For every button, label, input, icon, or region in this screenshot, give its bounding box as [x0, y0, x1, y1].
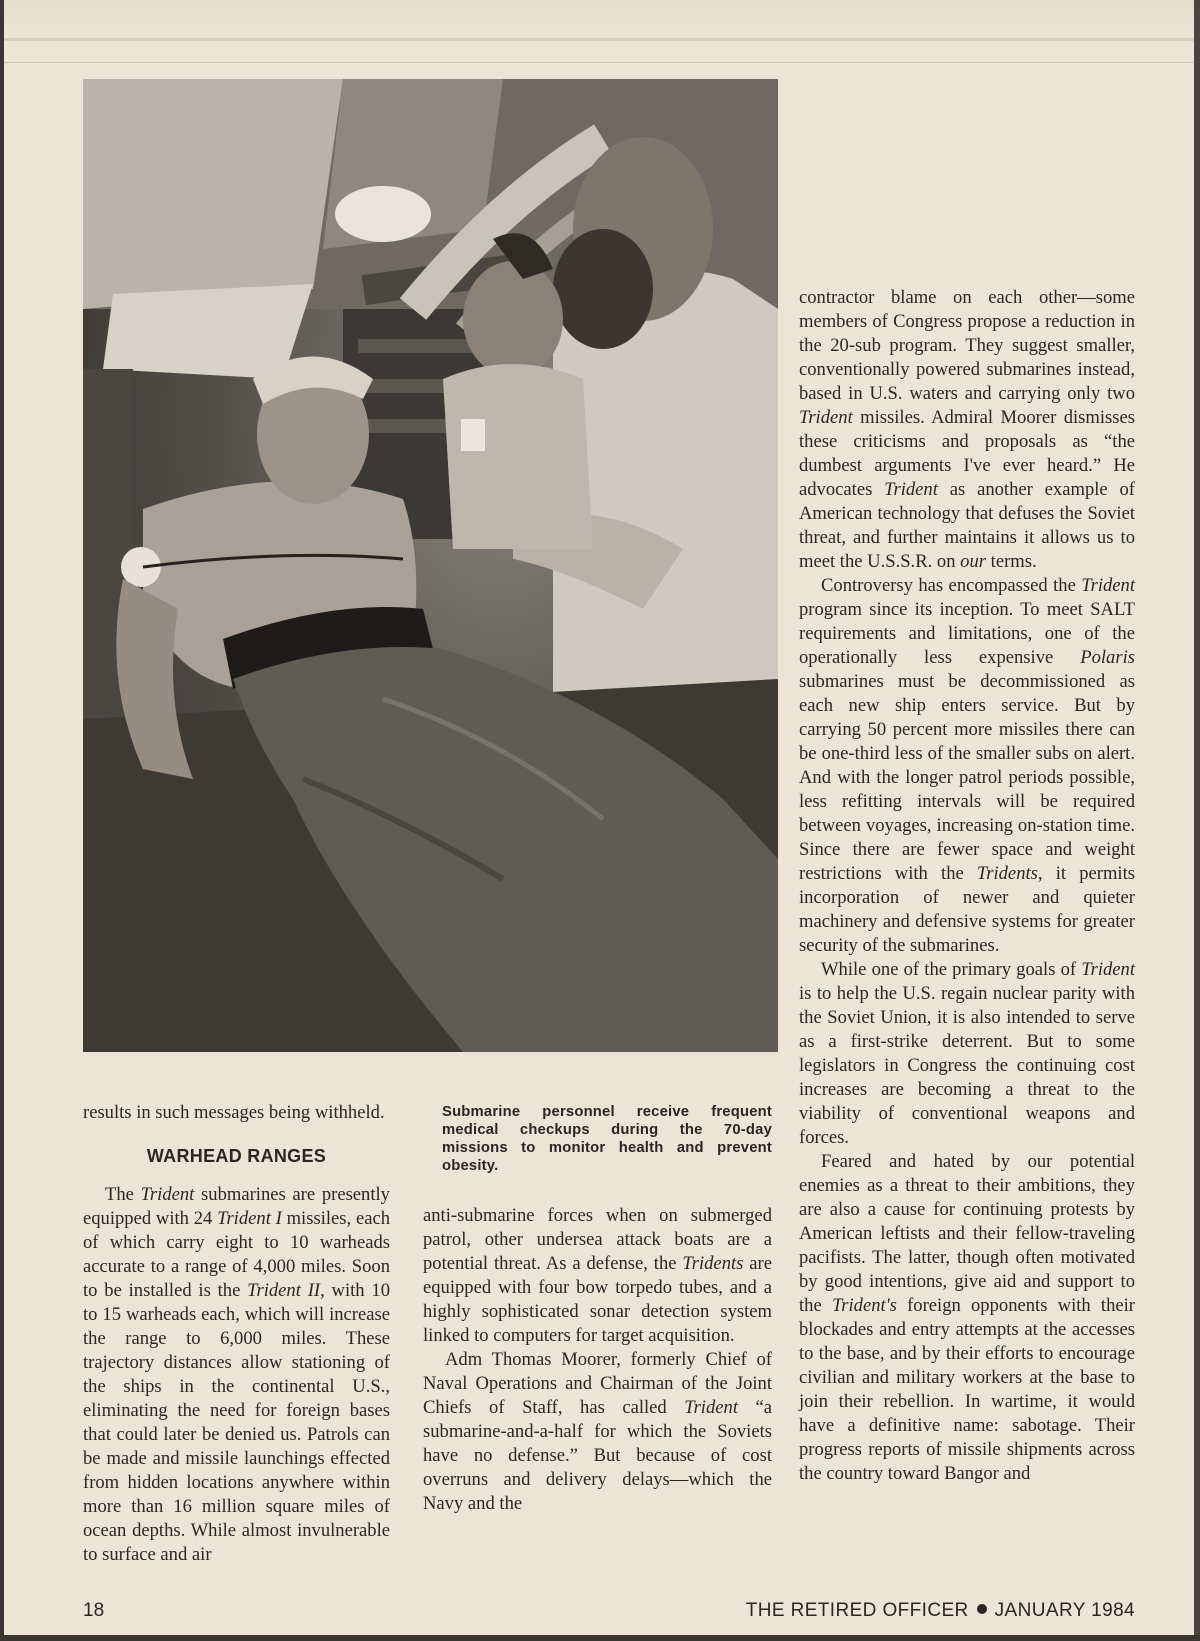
bottom-scan-edge	[0, 1635, 1200, 1641]
italic-run: Trident I	[217, 1208, 282, 1229]
italic-run: Trident	[684, 1397, 738, 1418]
text-run: as another example of American technology that defuses the Soviet threat, and further maintains it allows us to meet the U.S.S.R. on	[799, 479, 1135, 572]
text-run: , with 10 to 15 warheads each, which will increase the range to 6,000 miles. These trajectory distances allow stationing of the ships in the continental U.S., eliminating the need for foreign bases that could later be denied us. Patrols can be made and missile launchings effected from hidden locations anywhere within more than 16 million square miles of ocean depths. While almost invulnerable to surface and air	[83, 1280, 390, 1565]
paragraph-continued	[799, 286, 1135, 574]
bullet-icon	[977, 1604, 987, 1614]
paragraph	[423, 1348, 772, 1516]
photo-illustration	[83, 79, 778, 1052]
text-run: The	[105, 1184, 141, 1205]
page-number: 18	[83, 1600, 105, 1621]
italic-run: Trident	[140, 1184, 195, 1205]
text-run: missiles. Admiral Moorer dismisses these criticisms and proposals as “the dumbest arguments I've ever heard.” He advocates	[799, 407, 1135, 500]
paragraph	[799, 574, 1135, 958]
italic-run: Trident's	[831, 1295, 897, 1316]
text-run: Feared and hated by our potential enemies as a threat to their ambitions, they are also a cause for continuing protests by American leftists and their fellow-traveling pacifists. The latter, though often motivated by good intentions, give aid and support to the	[799, 1151, 1135, 1316]
text-run: is to help the U.S. regain nuclear parity with the Soviet Union, it is also intended to serve as a first-strike deterrent. But to some legislators in Congress the continuing cost increases are becoming a threat to the viability of conventional weapons and forces.	[799, 983, 1135, 1148]
text-run: are equipped with four bow torpedo tubes, and a highly sophisticated sonar detection system linked to computers for target acquisition.	[423, 1253, 772, 1346]
magazine-title: THE RETIRED OFFICER	[745, 1600, 969, 1621]
running-footer	[746, 1600, 1135, 1622]
text-run: contractor blame on each other—some members of Congress propose a reduction in the 20-sub program. They suggest smaller, conventionally powered submarines instead, based in U.S. waters and carrying only two	[799, 287, 1135, 404]
article-column-2	[423, 1204, 772, 1516]
medical-checkup-photo	[83, 79, 778, 1052]
top-rule	[0, 0, 1200, 63]
text-run: foreign opponents with their blockades and entry attempts at the accesses to the base, and by their efforts to encourage civilian and military workers at the base to join their rebellion. In wartime, it would have a definitive name: sabotage. Their progress reports of missile shipments across the country toward Bangor and	[799, 1295, 1135, 1484]
italic-run: Trident II	[247, 1280, 321, 1301]
paragraph-continued	[423, 1204, 772, 1348]
issue-date: JANUARY 1984	[994, 1600, 1135, 1621]
paragraph	[799, 1150, 1135, 1486]
text-run: submarines are presently equipped with 24	[83, 1184, 390, 1229]
article-column-3	[799, 286, 1135, 1486]
paragraph	[799, 958, 1135, 1150]
text-run: program since its inception. To meet SALT requirements and limitations, one of the operationally less expensive	[799, 599, 1135, 668]
article-column-1	[83, 1101, 390, 1567]
italic-run: Trident	[1081, 575, 1135, 596]
text-run: terms.	[986, 551, 1037, 572]
text-run: While one of the primary goals of	[821, 959, 1082, 980]
text-run: Controversy has encompassed the	[821, 575, 1082, 596]
text-run: “a submarine-and-a-half for which the Soviets have no defense.” But because of cost overruns and delivery delays—which the Navy and the	[423, 1397, 773, 1514]
text-run: missiles, each of which carry eight to 10 warheads accurate to a range of 4,000 miles. Soon to be installed is the	[83, 1208, 390, 1301]
right-scan-edge	[1194, 0, 1200, 1641]
italic-run: Tridents	[682, 1253, 744, 1274]
italic-run: Trident	[799, 407, 853, 428]
text-run: Adm Thomas Moorer, formerly Chief of Naval Operations and Chairman of the Joint Chiefs of Staff, has called	[423, 1349, 772, 1418]
italic-run: Trident	[884, 479, 938, 500]
photo-caption: Submarine personnel receive frequent medical checkups during the 70-day missions to monitor health and prevent obesity.	[442, 1104, 772, 1174]
text-run: , it permits incorporation of newer and quieter machinery and defensive systems for greater security of the submarines.	[799, 863, 1135, 956]
italic-run: Tridents	[976, 863, 1038, 884]
paragraph-continued: results in such messages being withheld.	[83, 1102, 385, 1123]
left-scan-edge	[0, 0, 4, 1641]
italic-run: our	[960, 551, 986, 572]
paragraph	[83, 1183, 390, 1567]
text-run: submarines must be decommissioned as each new ship enters service. But by carrying 50 percent more missiles there can be one-third less of the smaller subs on alert. And with the longer patrol periods possible, less refitting intervals will be required between voyages, increasing on-station time. Since there are fewer space and weight restrictions with the	[799, 671, 1135, 884]
section-heading: WARHEAD RANGES	[146, 1146, 327, 1166]
italic-run: Polaris	[1080, 647, 1135, 668]
italic-run: Trident	[1081, 959, 1135, 980]
text-run: anti-submarine forces when on submerged patrol, other undersea attack boats are a potential threat. As a defense, the	[423, 1205, 772, 1274]
